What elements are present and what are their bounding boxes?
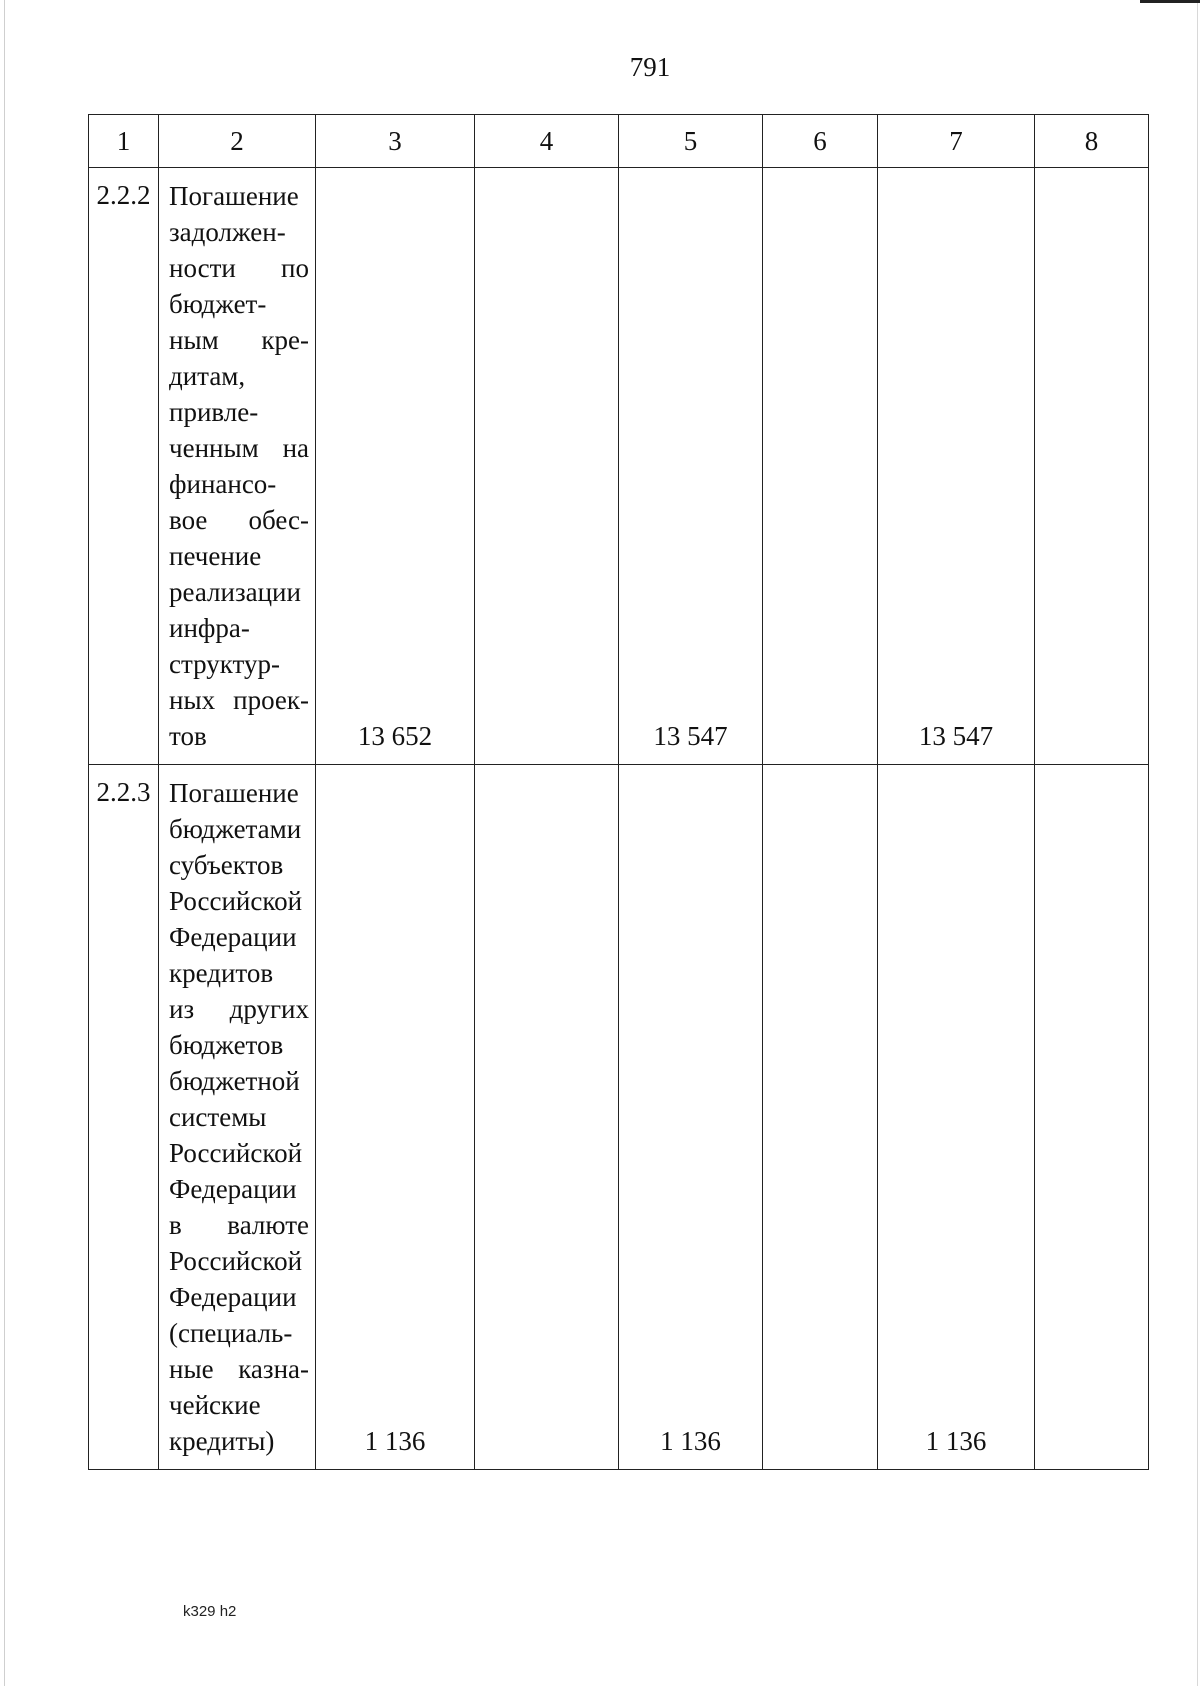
row-name-line: задолжен- — [169, 217, 286, 247]
row-name-line: Федерации — [169, 1282, 297, 1312]
row-name-line: бюджетов — [169, 1030, 284, 1060]
column-header-3: 3 — [316, 115, 475, 168]
row-name-line: инфра- — [169, 613, 250, 643]
row-name-line: бюджетами — [169, 814, 302, 844]
table-row — [89, 765, 1149, 1470]
row-name-line: Федерации — [169, 1174, 297, 1204]
row-name-line: привле- — [169, 397, 259, 427]
scan-edge-left — [4, 0, 5, 1686]
budget-table — [88, 114, 1149, 1470]
column-header-6: 6 — [763, 115, 878, 168]
row-name-line: (специаль- — [169, 1318, 293, 1348]
row-name-line: из других — [169, 994, 309, 1024]
row-name-line: финансо- — [169, 469, 277, 499]
row-name-line: бюджет- — [169, 289, 267, 319]
row-name-line: субъектов — [169, 850, 284, 880]
row-name — [159, 765, 316, 1470]
table-row — [89, 168, 1149, 765]
row-name-line: вое обес- — [169, 505, 309, 535]
row-name-line: кредиты) — [169, 1426, 275, 1456]
row-value-col7: 1 136 — [878, 765, 1035, 1470]
row-number: 2.2.3 — [89, 765, 159, 1470]
row-name-line: Погашение — [169, 181, 299, 211]
row-value-col6 — [763, 168, 878, 765]
row-name-line: системы — [169, 1102, 267, 1132]
row-name-line: ные казна- — [169, 1354, 309, 1384]
row-name-line: Федерации — [169, 922, 297, 952]
footer-document-code: k329 h2 — [183, 1603, 237, 1620]
column-header-4: 4 — [475, 115, 619, 168]
row-name-line: реализации — [169, 577, 301, 607]
row-name-line: дитам, — [169, 361, 246, 391]
row-value-col4 — [475, 168, 619, 765]
row-value-col8 — [1035, 765, 1149, 1470]
scan-edge-mark — [1140, 0, 1200, 3]
column-header-8: 8 — [1035, 115, 1149, 168]
row-name-line: печение — [169, 541, 262, 571]
table-header-row — [89, 115, 1149, 168]
row-number: 2.2.2 — [89, 168, 159, 765]
row-name-line: чейские — [169, 1390, 261, 1420]
row-value-col3: 13 652 — [316, 168, 475, 765]
row-name-line: бюджетной — [169, 1066, 300, 1096]
page-number: 791 — [629, 52, 671, 82]
row-name-line: ным кре- — [169, 325, 309, 355]
row-name-line: Российской — [169, 1138, 303, 1168]
row-value-col7: 13 547 — [878, 168, 1035, 765]
row-name-line: тов — [169, 721, 207, 751]
row-value-col8 — [1035, 168, 1149, 765]
row-value-col4 — [475, 765, 619, 1470]
row-value-col5: 13 547 — [619, 168, 763, 765]
row-name-line: кредитов — [169, 958, 274, 988]
row-name-line: ных проек- — [169, 685, 309, 715]
row-value-col3: 1 136 — [316, 765, 475, 1470]
column-header-7: 7 — [878, 115, 1035, 168]
row-value-col5: 1 136 — [619, 765, 763, 1470]
column-header-2: 2 — [159, 115, 316, 168]
row-name-line: ченным на — [169, 433, 309, 463]
row-name-line: Российской — [169, 886, 303, 916]
row-name-line: в валюте — [169, 1210, 309, 1240]
column-header-5: 5 — [619, 115, 763, 168]
row-name-line: Российской — [169, 1246, 303, 1276]
column-header-1: 1 — [89, 115, 159, 168]
row-name — [159, 168, 316, 765]
row-name-line: ности по — [169, 253, 309, 283]
row-value-col6 — [763, 765, 878, 1470]
row-name-line: Погашение — [169, 778, 299, 808]
scan-edge-right — [1197, 0, 1198, 1686]
row-name-line: структур- — [169, 649, 280, 679]
